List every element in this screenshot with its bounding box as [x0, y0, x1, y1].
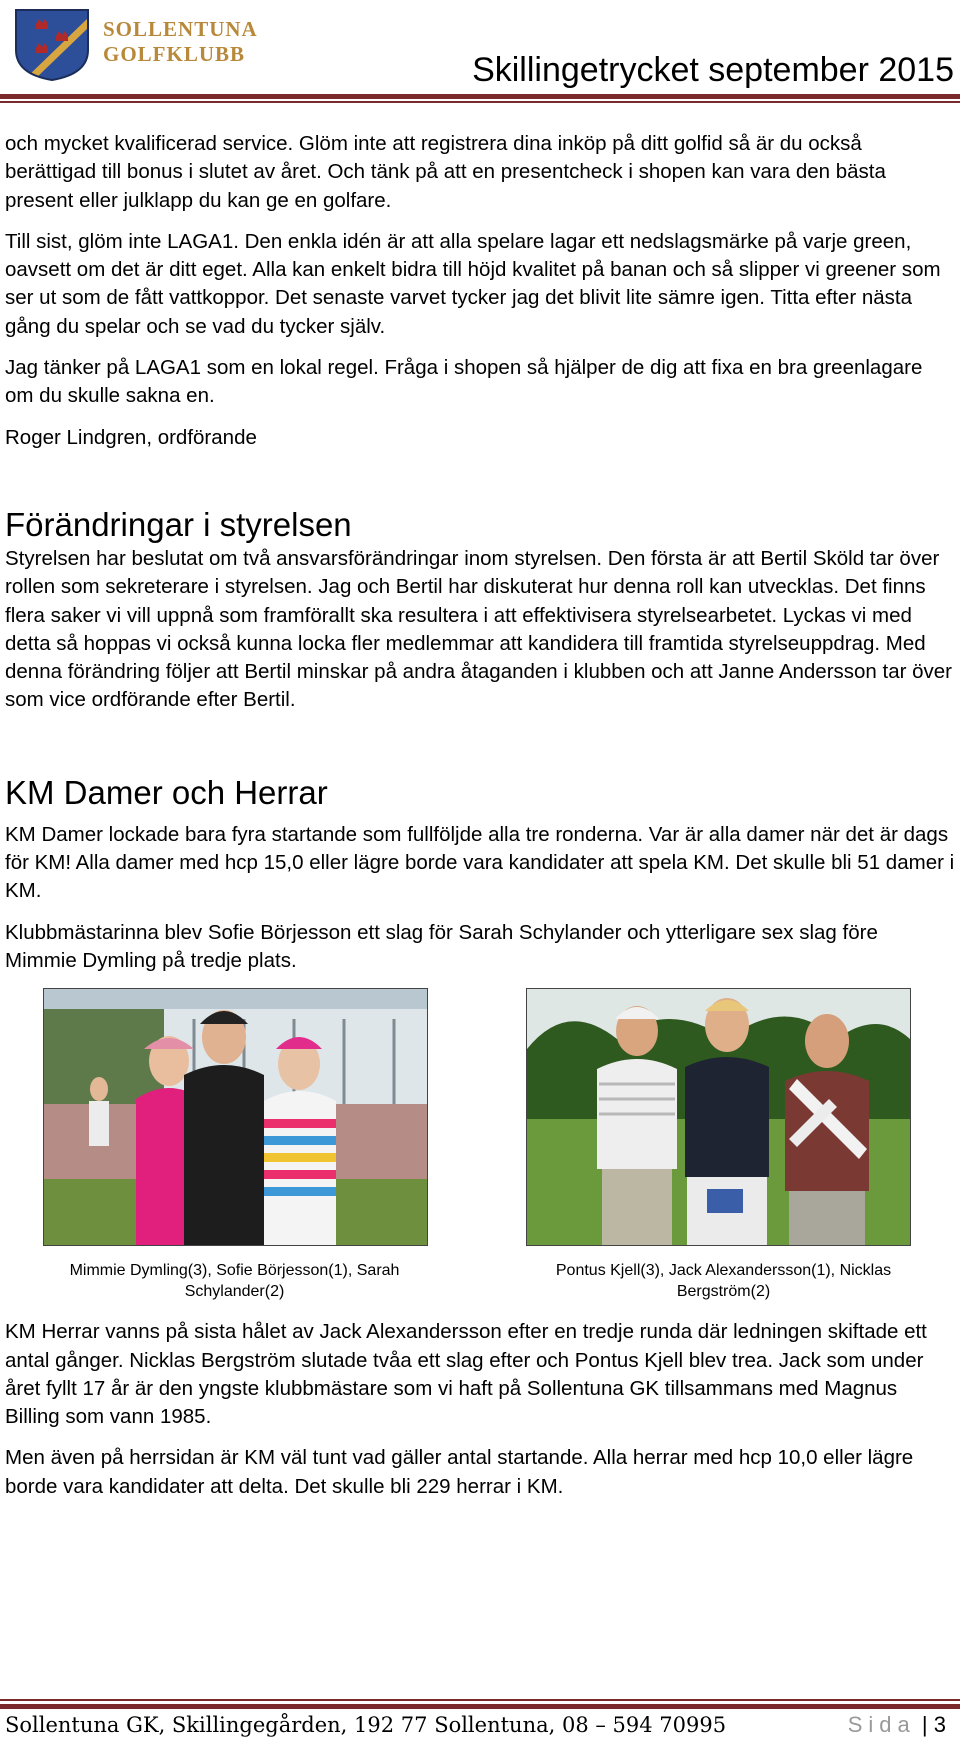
club-name-line2: GOLFKLUBB [103, 42, 246, 66]
page-label: Sida [847, 1712, 916, 1737]
page-number [848, 1712, 946, 1738]
km-paragraph: Klubbmästarinna blev Sofie Börjesson ett slag för Sarah Schylander och ytterligare sex slag före Mimmie Dymling på tredje plats. [5, 920, 878, 972]
club-name [103, 17, 258, 67]
intro-paragraph: Till sist, glöm inte LAGA1. Den enkla idén är att alla spelare lagar ett nedslagsmärke på varje green, oavsett om det är ditt eget. Alla kan enkelt bidra till höjd kvalitet på banan och så slipper vi greener som ser ut som de fått vattkoppor. Det senaste varvet tycker jag det blivit lite sämre igen. Titta efter nästa gång du spelar och se vad du tycker själv. [5, 229, 941, 338]
km-paragraph: KM Herrar vanns på sista hålet av Jack Alexandersson efter en tredje runda där ledningen skiftade ett antal gånger. Nicklas Bergström slutade tvåa ett slag efter och Pontus Kjell blev trea. Jack som under året fyllt 17 år är den yngste klubbmästare som vi haft på Sollentuna GK tillsammans med Magnus Billing som vann 1985. [5, 1320, 927, 1429]
page-separator: | [921, 1712, 928, 1737]
photo-women-champions [43, 988, 428, 1246]
section-heading-board: Förändringar i styrelsen [5, 505, 352, 543]
author-signature: Roger Lindgren, ordförande [5, 425, 257, 449]
page-number-value: 3 [933, 1712, 946, 1737]
intro-paragraph: och mycket kvalificerad service. Glöm inte att registrera dina inköp på ditt golfid så är du också berättigad till bonus i slutet av året. Och tänk på att en presentcheck i shopen kan vara den bästa present eller julklapp du kan ge en golfare. [5, 132, 886, 212]
page-header [0, 0, 960, 105]
intro-paragraph: Jag tänker på LAGA1 som en lokal regel. Fråga i shopen så hjälper de dig att fixa en bra greenlagare om du skulle sakna en. [5, 356, 923, 408]
footer-address: Sollentuna GK, Skillingegården, 192 77 Sollentuna, 08 – 594 70995 [5, 1713, 727, 1737]
km-paragraph: Men även på herrsidan är KM väl tunt vad gäller antal startande. Alla herrar med hcp 10,0 eller lägre borde vara kandidater att delta. Det skulle bli 229 herrar i KM. [5, 1446, 914, 1498]
section-heading-km: KM Damer och Herrar [5, 773, 328, 811]
photo-men-champions [526, 988, 911, 1246]
board-paragraph: Styrelsen har beslutat om två ansvarsförändringar inom styrelsen. Den första är att Bertil Sköld tar över rollen som sekreterare i styrelsen. Jag och Bertil har diskuterat hur denna roll kan utvecklas. Det finns flera saker vi vill uppnå som framförallt ska resultera i att effektivisera styrelsearbetet. Lyckas vi med detta så hoppas vi också kunna locka fler medlemmar att kandidera till framtida styrelseuppdrag. Med denna förändring följer att Bertil minskar på andra åtaganden i klubben och att Janne Andersson tar över som vice ordförande efter Bertil. [5, 546, 953, 712]
article-body [5, 130, 955, 1514]
issue-title: Skillingetrycket september 2015 [472, 51, 954, 89]
photo-row [5, 988, 955, 1303]
club-name-line1: SOLLENTUNA [103, 17, 258, 41]
header-rule [0, 94, 960, 99]
footer-rule [0, 1704, 960, 1709]
header-rule-thin [0, 101, 960, 103]
footer-rule-thin [0, 1699, 960, 1701]
club-logo-icon [12, 6, 92, 82]
km-paragraph: KM Damer lockade bara fyra startande som fullföljde alla tre ronderna. Var är alla damer när det är dags för KM! Alla damer med hcp 15,0 eller lägre borde vara kandidater att spela KM. Det skulle bli 51 damer i KM. [5, 822, 955, 903]
photo-caption-women: Mimmie Dymling(3), Sofie Börjesson(1), Sarah Schylander(2) [69, 1262, 400, 1301]
photo-caption-men: Pontus Kjell(3), Jack Alexandersson(1), Nicklas Bergström(2) [555, 1262, 892, 1301]
